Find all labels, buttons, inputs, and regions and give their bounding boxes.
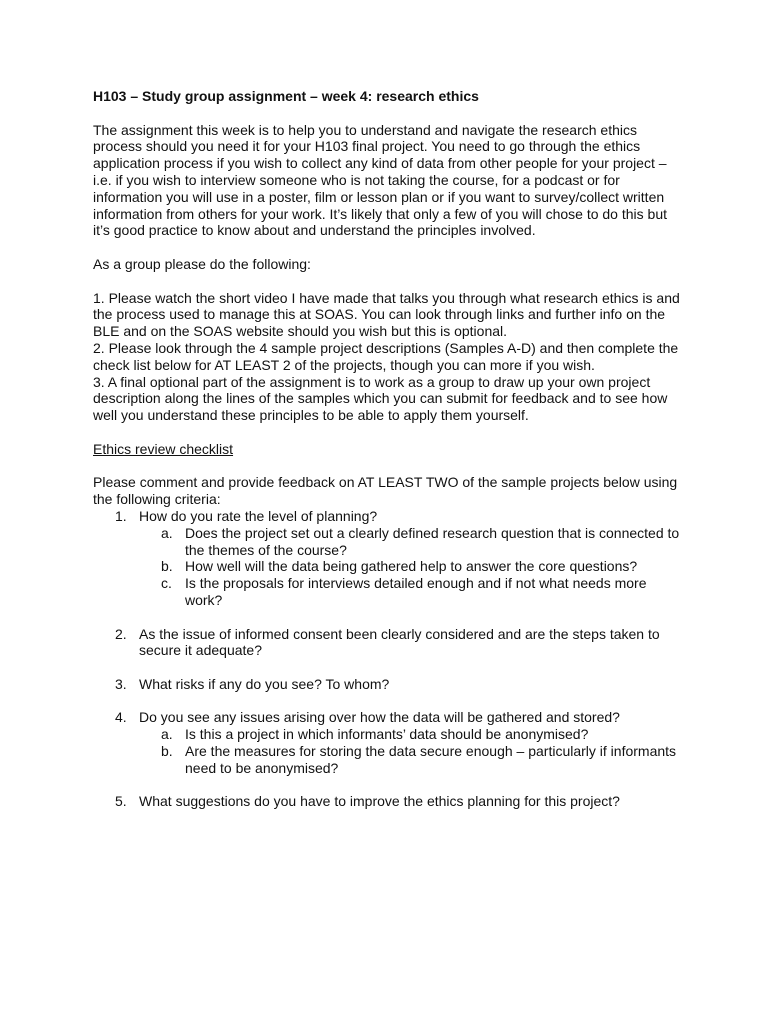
criteria-number: 5. [115,793,127,810]
criteria-item [93,508,683,609]
task-item: 1. Please watch the short video I have made that talks you through what research ethics is and the process used to manage this at SOAS. You can look through links and further info on the BLE and on the SOAS website should you wish but this is optional. [93,289,680,340]
sub-criteria-item [139,575,683,609]
sub-criteria-text: Does the project set out a clearly defined research question that is connected to the themes of the course? [185,524,680,558]
sub-criteria-text: How well will the data being gathered help to answer the core questions? [185,558,638,575]
sub-criteria-letter: a. [161,524,173,541]
checklist-heading: Ethics review checklist [93,440,234,457]
criteria-item [93,626,683,660]
sub-criteria-text: Is this a project in which informants’ data should be anonymised? [185,726,589,743]
checklist-intro: Please comment and provide feedback on AT LEAST TWO of the sample projects below using the following criteria: [93,474,678,508]
task-item: 3. A final optional part of the assignment is to work as a group to draw up your own project description along the lines of the samples which you can submit for feedback and to see how well you understand these principles to be able to apply them yourself. [93,373,668,424]
sub-criteria-item [139,558,683,575]
criteria-item [93,793,683,810]
criteria-list [93,508,683,810]
criteria-number: 2. [115,625,127,642]
sub-criteria-letter: b. [161,558,173,575]
criteria-number: 4. [115,709,127,726]
sub-criteria-list [139,525,683,609]
sub-criteria-text: Is the proposals for interviews detailed enough and if not what needs more work? [185,575,647,608]
sub-criteria-item [139,525,683,559]
criteria-text: As the issue of informed consent been clearly considered and are the steps taken to secure it adequate? [139,625,660,659]
sub-criteria-letter: b. [161,743,173,760]
sub-criteria-letter: c. [161,575,172,592]
sub-criteria-item [139,743,683,777]
criteria-text: Do you see any issues arising over how the data will be gathered and stored? [139,709,620,726]
sub-criteria-letter: a. [161,726,173,743]
criteria-text: How do you rate the level of planning? [139,507,378,524]
criteria-item [93,709,683,776]
criteria-number: 1. [115,507,127,524]
sub-criteria-list [139,726,683,776]
task-item: 2. Please look through the 4 sample project descriptions (Samples A-D) and then complete the check list below for AT LEAST 2 of the projects, though you can more if you wish. [93,339,679,373]
group-instruction: As a group please do the following: [93,255,311,272]
document-body [93,88,683,810]
intro-paragraph: The assignment this week is to help you to understand and navigate the research ethics process should you need it for your H103 final project. You need to go through the ethics application process if you wish to collect any kind of data from other people for your project – i.e. if you wish to interview someone who is not taking the course, for a podcast or for information you will use in a poster, film or lesson plan or if you want to survey/collect written information from others for your work. It’s likely that only a few of you will chose to do this but it’s good practice to know about and understand the principles involved. [93,121,667,239]
task-list [93,290,683,424]
document-title: H103 – Study group assignment – week 4: research ethics [93,88,479,104]
criteria-item [93,676,683,693]
criteria-text: What risks if any do you see? To whom? [139,675,390,692]
criteria-text: What suggestions do you have to improve the ethics planning for this project? [139,793,620,810]
sub-criteria-text: Are the measures for storing the data secure enough – particularly if informants need to be anonymised? [185,743,677,776]
sub-criteria-item [139,726,683,743]
criteria-number: 3. [115,675,127,692]
